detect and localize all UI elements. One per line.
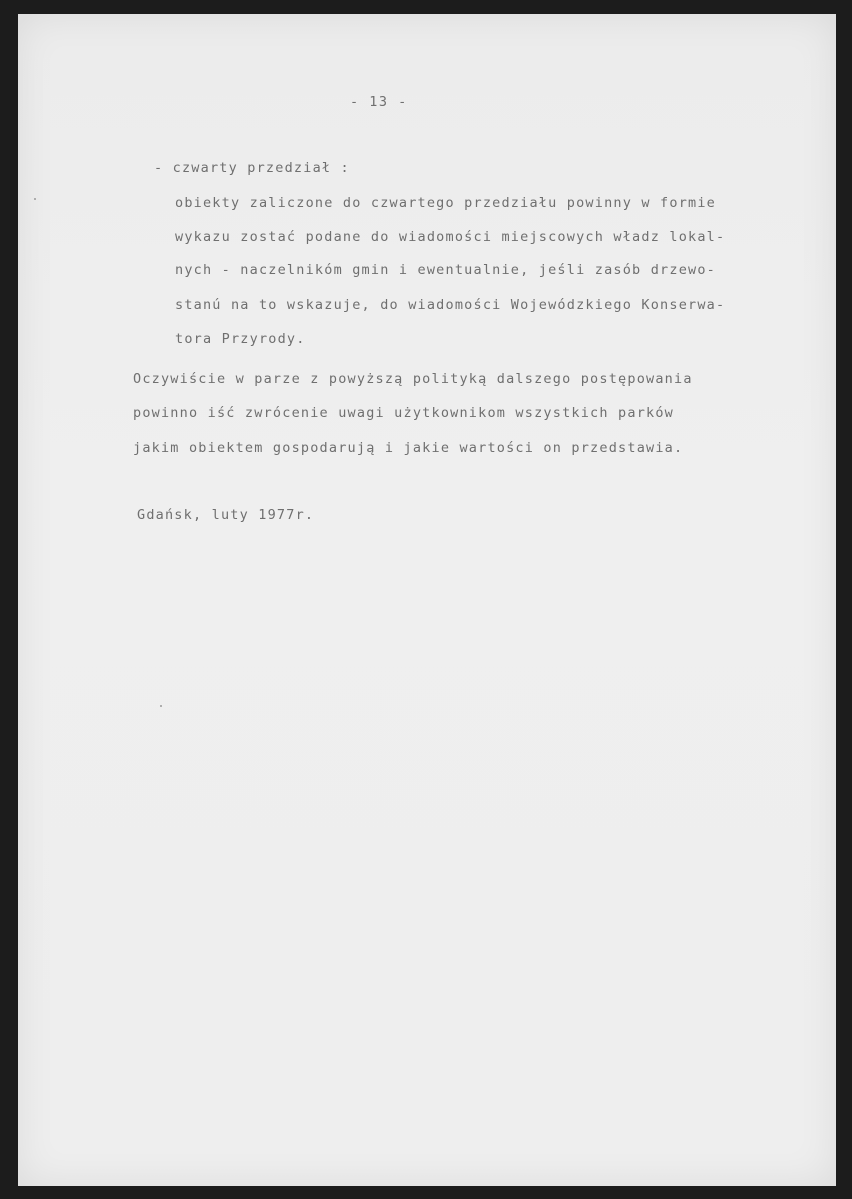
- text-line-2: obiekty zaliczone do czwartego przedziału powinny w formie: [175, 195, 717, 211]
- text-line-5: stanú na to wskazuje, do wiadomości Wojewódzkiego Konserwa-: [175, 297, 726, 313]
- scan-speck: [160, 705, 162, 707]
- text-line-7: Oczywiście w parze z powyższą polityką dalszego postępowania: [133, 371, 693, 387]
- text-line-8: powinno iść zwrócenie uwagi użytkownikom wszystkich parków: [133, 405, 675, 421]
- scan-speck: [34, 198, 36, 200]
- text-line-6: tora Przyrody.: [175, 331, 306, 347]
- text-line-1: - czwarty przedział :: [154, 160, 350, 176]
- text-line-3: wykazu zostać podane do wiadomości miejscowych władz lokal-: [175, 229, 726, 245]
- text-line-9: jakim obiektem gospodarują i jakie wartości on przedstawia.: [133, 440, 684, 456]
- page-number: - 13 -: [350, 94, 408, 110]
- document-page: [18, 14, 836, 1186]
- text-line-4: nych - naczelnikóm gmin i ewentualnie, jeśli zasób drzewo-: [175, 262, 717, 278]
- place-date-line: Gdańsk, luty 1977r.: [137, 507, 315, 523]
